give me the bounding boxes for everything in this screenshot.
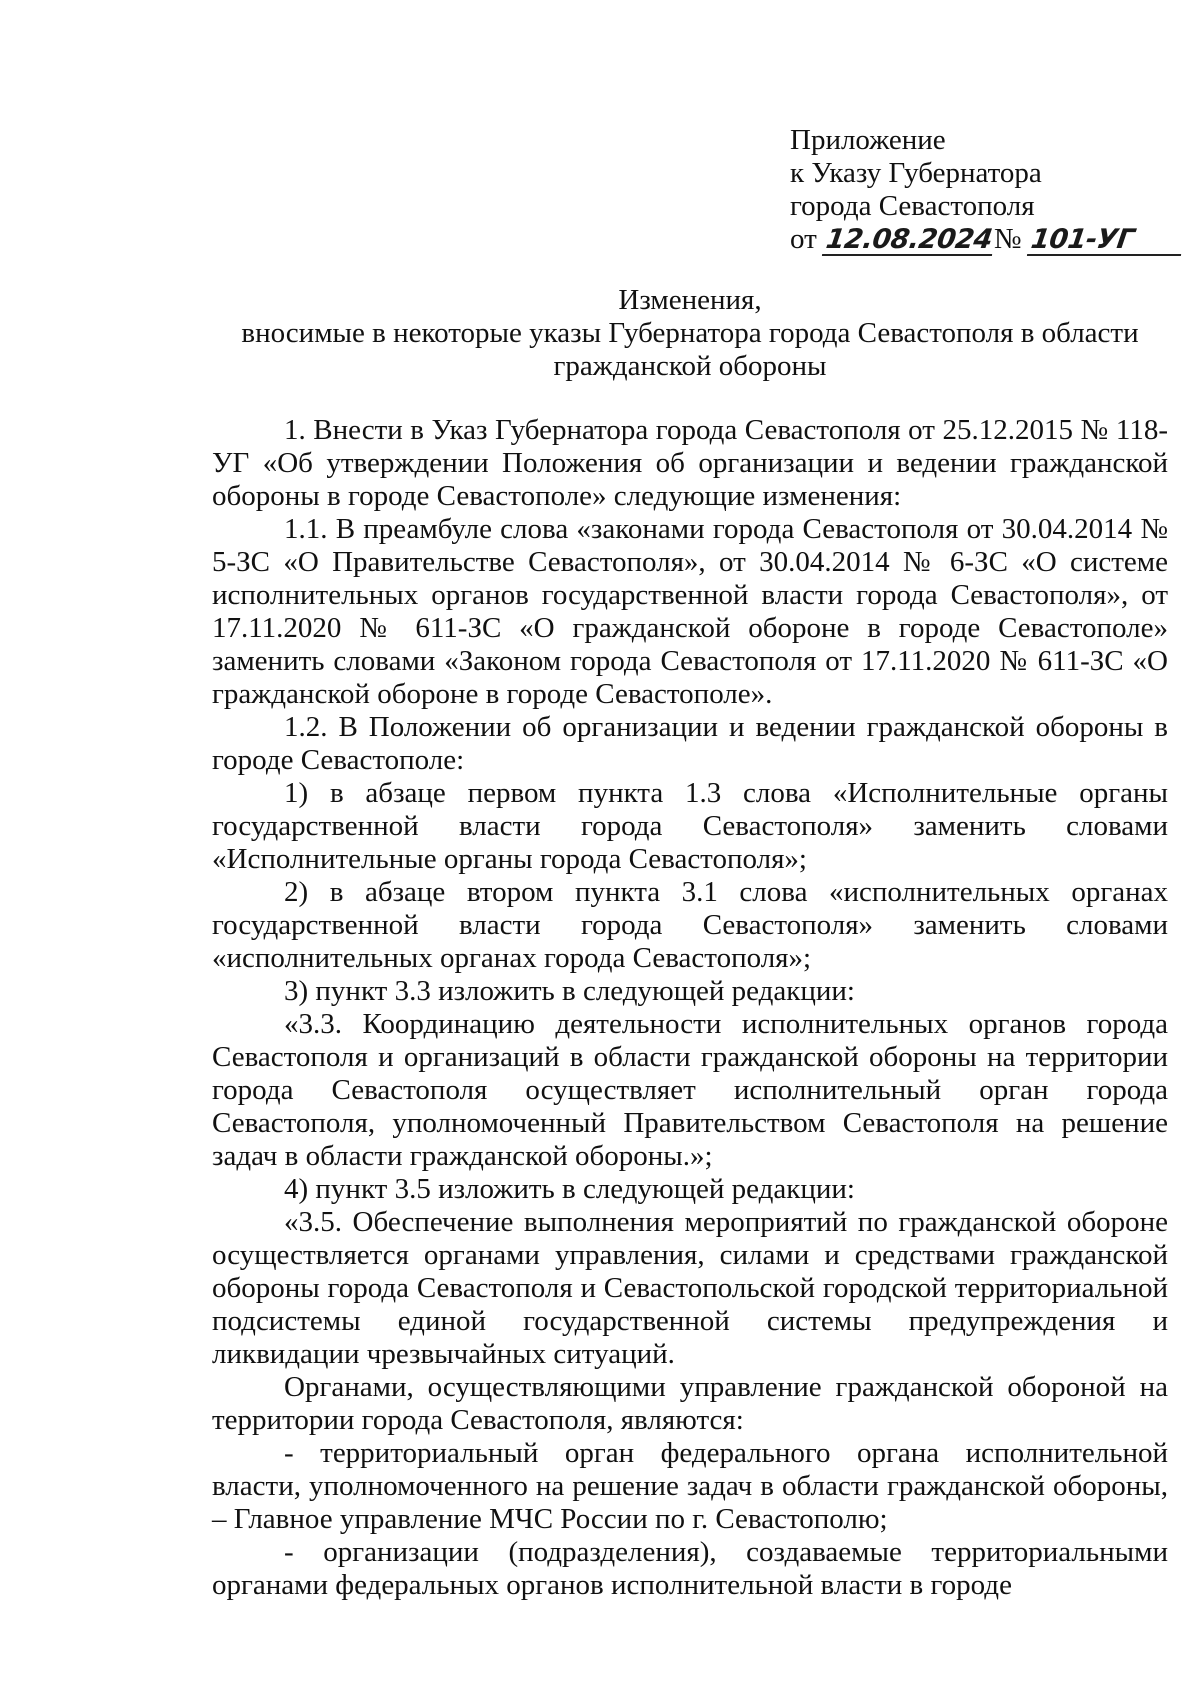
date-prefix: от xyxy=(790,223,817,255)
title-line-2: вносимые в некоторые указы Губернатора города Севастополя в области xyxy=(241,317,1139,349)
paragraph-1-1: 1.1. В преамбуле слова «законами города Севастополя от 30.04.2014 № 5-ЗС «О Правительстве Севастополя», от 30.04.2014 № 6-ЗС «О системе исполнительных органов государственной власти города Севастополя», от 17.11.2020 № 611-ЗС «О гражданской обороне в городе Севастополе» заменить словами «Законом города Севастополя от 17.11.2020 № 611-ЗС «О гражданской обороне в городе Севастополе». xyxy=(212,513,1168,710)
appendix-date-number-line xyxy=(790,223,1170,256)
clause-3-5: «3.5. Обеспечение выполнения мероприятий по гражданской обороне осуществляется органами управления, силами и средствами гражданской обороны города Севастополя и Севастопольской городской территориальной подсистемы единой государственной системы предупреждения и ликвидации чрезвычайных ситуаций. xyxy=(212,1206,1168,1370)
paragraph-1: 1. Внести в Указ Губернатора города Севастополя от 25.12.2015 № 118-УГ «Об утверждении Положения об организации и ведении гражданской обороны в городе Севастополе» следующие изменения: xyxy=(212,414,1168,512)
list-item-organizations: - организации (подразделения), создаваемые территориальными органами федеральных органов исполнительной власти в городе xyxy=(212,1536,1168,1601)
title-line-1: Изменения, xyxy=(618,284,762,316)
appendix-block xyxy=(790,124,1170,256)
number-sign: № xyxy=(993,223,1022,255)
clause-3-3: «3.3. Координацию деятельности исполнительных органов города Севастополя и организаций в области гражданской обороны на территории города Севастополя осуществляет исполнительный орган города Севастополя, уполномоченный Правительством Севастополя на решение задач в области гражданской обороны.»; xyxy=(212,1008,1168,1172)
paragraph-governing-bodies: Органами, осуществляющими управление гражданской обороной на территории города Севастополя, являются: xyxy=(212,1371,1168,1436)
handwritten-number: 101-УГ xyxy=(1027,226,1185,256)
subitem-4: 4) пункт 3.5 изложить в следующей редакции: xyxy=(284,1173,855,1205)
subitem-2: 2) в абзаце втором пункта 3.1 слова «исполнительных органах государственной власти города Севастополя» заменить словами «исполнительных органах города Севастополя»; xyxy=(212,876,1168,974)
subitem-3: 3) пункт 3.3 изложить в следующей редакции: xyxy=(284,975,855,1007)
handwritten-date: 12.08.2024 xyxy=(822,226,996,256)
title-line-3: гражданской обороны xyxy=(553,350,827,382)
paragraph-1-2: 1.2. В Положении об организации и ведении гражданской обороны в городе Севастополе: xyxy=(212,711,1168,776)
document-body xyxy=(212,414,1168,1602)
appendix-line-3: города Севастополя xyxy=(790,190,1035,222)
subitem-1: 1) в абзаце первом пункта 1.3 слова «Исполнительные органы государственной власти города Севастополя» заменить словами «Исполнительные органы города Севастополя»; xyxy=(212,777,1168,875)
appendix-line-1: Приложение xyxy=(790,124,946,156)
appendix-line-2: к Указу Губернатора xyxy=(790,157,1042,189)
document-title xyxy=(210,284,1170,383)
list-item-territorial-body: - территориальный орган федерального органа исполнительной власти, уполномоченного на решение задач в области гражданской обороны, – Главное управление МЧС России по г. Севастополю; xyxy=(212,1437,1168,1535)
